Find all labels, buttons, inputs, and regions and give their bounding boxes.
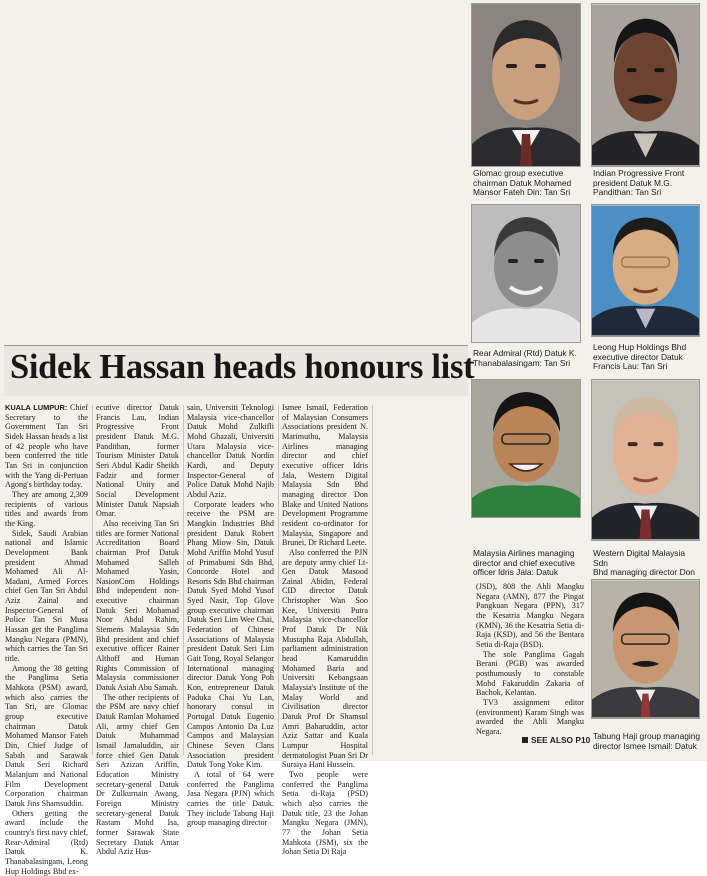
article-column-4 <box>282 403 368 857</box>
person-silhouette <box>592 380 699 540</box>
eye-right <box>654 68 664 72</box>
square-bullet-icon <box>522 737 528 743</box>
paragraph: sain, Universiti Teknologi Malaysia vice-chancellor Datuk Mohd Zulkifli Mohd Ghazali, Universiti Utara Malaysia vice-chancellor Datuk Nordin Kardi, and Deputy Inspector-General of Police Datuk Mohd Najib Abdul Aziz. <box>187 403 274 499</box>
paragraph: The sole Panglima Gagah Berani (PGB) was awarded posthumously to constable Mohd Fakaruddin Zakaria of Bachok, Kelantan. <box>476 649 584 698</box>
tie <box>520 134 532 166</box>
paragraph: A total of 64 were conferred the Panglima Jasa Negara (PJN) which carries the title Datuk. They include Tabung Haji group managing director <box>187 769 274 828</box>
tie <box>640 510 652 540</box>
portrait-image <box>591 579 700 719</box>
photo-caption: Western Digital Malaysia Sdn Bhd managing director Don <box>593 548 695 578</box>
portrait-image <box>591 379 700 541</box>
photo-caption: Malaysia Airlines managing director and chief executive officer Idris Jala: Datuk <box>473 548 575 578</box>
column-divider <box>92 405 93 755</box>
photo-glomac <box>471 3 581 203</box>
column-divider <box>278 405 279 755</box>
photo-caption: Indian Progressive Front president Datuk M.G. Pandithan: Tan Sri <box>593 168 685 198</box>
shoulders <box>472 308 580 342</box>
paragraph: ecutive director Datuk Francis Lau, Indian Progressive Front president Datuk M.G. Pandithan, former Tourism Minister Datuk Seri Abdul Kadir Sheikh Fadzir and former National Unity and Social Development Minister Datuk Napsiah Omar. <box>96 403 179 519</box>
photo-ipf <box>591 3 701 203</box>
headline-bar <box>4 345 475 396</box>
article-column-3 <box>187 403 274 828</box>
portrait-image <box>591 3 700 167</box>
photo-caption: Leong Hup Holdings Bhd executive director Datuk Francis Lau: Tan Sri <box>593 342 687 372</box>
photo-thanabalasingam <box>471 204 581 374</box>
person-silhouette <box>592 580 699 718</box>
paragraph: Among the 38 getting the Panglima Setia Mahkota (PSM) award, which also carries the Tan Sri, are Glomac group executive chairman Datuk Mohamed Mansor Fateh Din, Chief Judge of Sabah and Sarawak Datuk Seri Richard Malanjum and National Film Development Corporation chairman Datuk Jins Shamsuddin. <box>5 663 88 808</box>
paragraph-text: Chief Secretary to the Government Tan Sri Sidek Hassan heads a list of 42 people who have been conferred the title Tan Sri in conjunction with the Yang di-Pertuan Agong's birthday today. <box>5 403 88 490</box>
person-silhouette <box>472 380 580 517</box>
paragraph: (JSD), 808 the Ahli Mangku Negara (AMN), 877 the Pingat Pangkuan Negara (PPN), 317 the Kesatria Mangku Negara (KMN), 36 the Kesatria Setia di-Raja (KSD), and 56 the Bentara Setia di-Raja (BSD). <box>476 582 584 649</box>
photo-caption: Rear Admiral (Rtd) Datuk K. Thanabalasingam: Tan Sri <box>473 348 577 368</box>
eye-left <box>628 442 638 446</box>
headline: Sidek Hassan heads honours list <box>10 348 475 386</box>
photo-caption: Glomac group executive chairman Datuk Mohamed Mansor Fateh Din: Tan Sri <box>473 168 572 198</box>
person-silhouette <box>472 205 580 342</box>
see-also-reference <box>522 735 590 745</box>
eye-right <box>534 259 544 263</box>
eye-left <box>627 68 637 72</box>
see-also-label: SEE ALSO P10 <box>531 735 591 745</box>
paragraph: Corporate leaders who receive the PSM are Mangkin Industries Bhd president Datuk Robert Phang Miow Sin, Datuk Mohd Ariffin Mohd Yusuf of Primabumi Sdn Bhd, Concorde Hotel and Resorts Sdn Bhd chairman Datuk Syed Mohd Yusof Syed Nasir, Top Glove group executive chairman Datuk Seri Lim Wee Chai, Federation of Chinese Associations of Malaysia president Datuk Seri Lim Gait Tong, Royal Selangor International managing director Datuk Yong Poh Kon, entrepreneur Datuk Paduka Chai Yu Lan, honorary consul in Portugal Datuk Eugenio Campos Antonio Da Luz Campos and Malaysian Chinese Seven Clans Association president Datuk Tong Yoke Kim. <box>187 499 274 770</box>
paragraph <box>5 403 88 490</box>
article-column-1 <box>5 403 88 876</box>
paragraph: Two people were conferred the Panglima Setia di-Raja (PSD) which also carries the Datuk title, 23 the Johan Mangku Negara (JMN), 77 the Johan Setia Mahkota (JSM), six the Johan Setia Di Raja <box>282 769 368 857</box>
paragraph: Sidek, Saudi Arabian national and Islamic Development Bank president Ahmad Mohamed Ali Al-Madani, Armed Forces chief Gen Tan Sri Abdul Aziz Zainal and Inspector-General of Police Tan Sri Musa Hassan get the Panglima Mangku Negara (PMN), which carries the Tan Sri title. <box>5 528 88 664</box>
article-column-2 <box>96 403 179 857</box>
portrait-image <box>591 204 700 337</box>
eye-left <box>508 259 518 263</box>
eye-right <box>535 64 546 68</box>
paragraph: The other recipients of the PSM are navy chief Datuk Ramlan Mohamed Ali, army chief Gen Datuk Muhammad Ismail Jamaluddin, air force chief Gen Datuk Seri Azizan Ariffin, Education Ministry secretary-general Datuk Dr Zulkurnain Awang, Foreign Ministry secretary-general Datuk Rastam Mohd Isa, former Sarawak State Secretary Datuk Amar Abdul Aziz Hus- <box>96 692 179 857</box>
column-divider <box>183 405 184 755</box>
article-column-5 <box>476 582 584 737</box>
paragraph: Ismee Ismail, Federation of Malaysian Consumers Associations president N. Marimuthu, Malaysia Airlines managing director and chief executive officer Idris Jala, Western Digital Malaysia Sdn Bhd managing director Don Blake and United Nations Development Programme resident co-ordinator for Malaysia, Singapore and Brunei, Dr Richard Leete. <box>282 403 368 548</box>
paragraph: TV3 assignment editor (environment) Karam Singh was awarded the Ahli Mangku Negara. <box>476 697 584 736</box>
head <box>614 31 677 122</box>
person-silhouette <box>592 205 699 336</box>
column-divider <box>372 405 373 755</box>
paragraph: Also conferred the PJN are deputy army chief Lt-Gen Datuk Masood Zainal Abidin, Federal CID director Datuk Christopher Wan Soo Kee, Universiti Putra Malaysia vice-chancellor Prof Datuk Dr Nik Mustapha Raja Abdullah, parliament administration head Kamaruddin Mohamed Baria and Universiti Kebangsaan Malaysia's Institute of the Malay World and Civilisation director Datuk Prof Dr Shamsul Amri Baharuddin, actor Aziz Sattar and Kuala Lumpur Hospital dermatologist Puan Sri Dr Suraiya Hani Hussein. <box>282 547 368 770</box>
photo-western-digital <box>591 379 701 578</box>
portrait-image <box>471 3 581 167</box>
person-silhouette <box>592 4 699 166</box>
dateline: KUALA LUMPUR: <box>5 403 68 412</box>
photo-mas <box>471 379 581 578</box>
shoulders <box>472 485 580 517</box>
photo-caption: Tabung Haji group managing director Ismee Ismail: Datuk <box>593 731 701 751</box>
paragraph: Also receiving Tan Sri titles are former National Accreditation Board chairman Prof Datuk Mohamed Salleh Mohamed Yasin, NasionCom Holdings Bhd independent non-executive chairman Datuk Seri Mohamad Noor Abdul Rahim, Siemens Malaysia Sdn Bhd president and chief executive officer Rainer Althoff and Human Rights Commission of Malaysia commissioner Datuk Asiah Abu Samah. <box>96 518 179 693</box>
photo-leong-hup <box>591 204 701 379</box>
paragraph: They are among 2,309 recipients of various titles and awards from the King. <box>5 489 88 528</box>
paragraph: Others getting the award include the country's first navy chief, Rear-Admiral (Rtd) Datuk K. Thanabalasingam, Leong Hup Holdings Bhd ex- <box>5 808 88 876</box>
portrait-image <box>471 204 581 343</box>
eye-left <box>506 64 517 68</box>
portrait-image <box>471 379 581 518</box>
person-silhouette <box>472 4 580 166</box>
photo-tabung-haji <box>591 579 701 759</box>
eye-right <box>653 442 663 446</box>
